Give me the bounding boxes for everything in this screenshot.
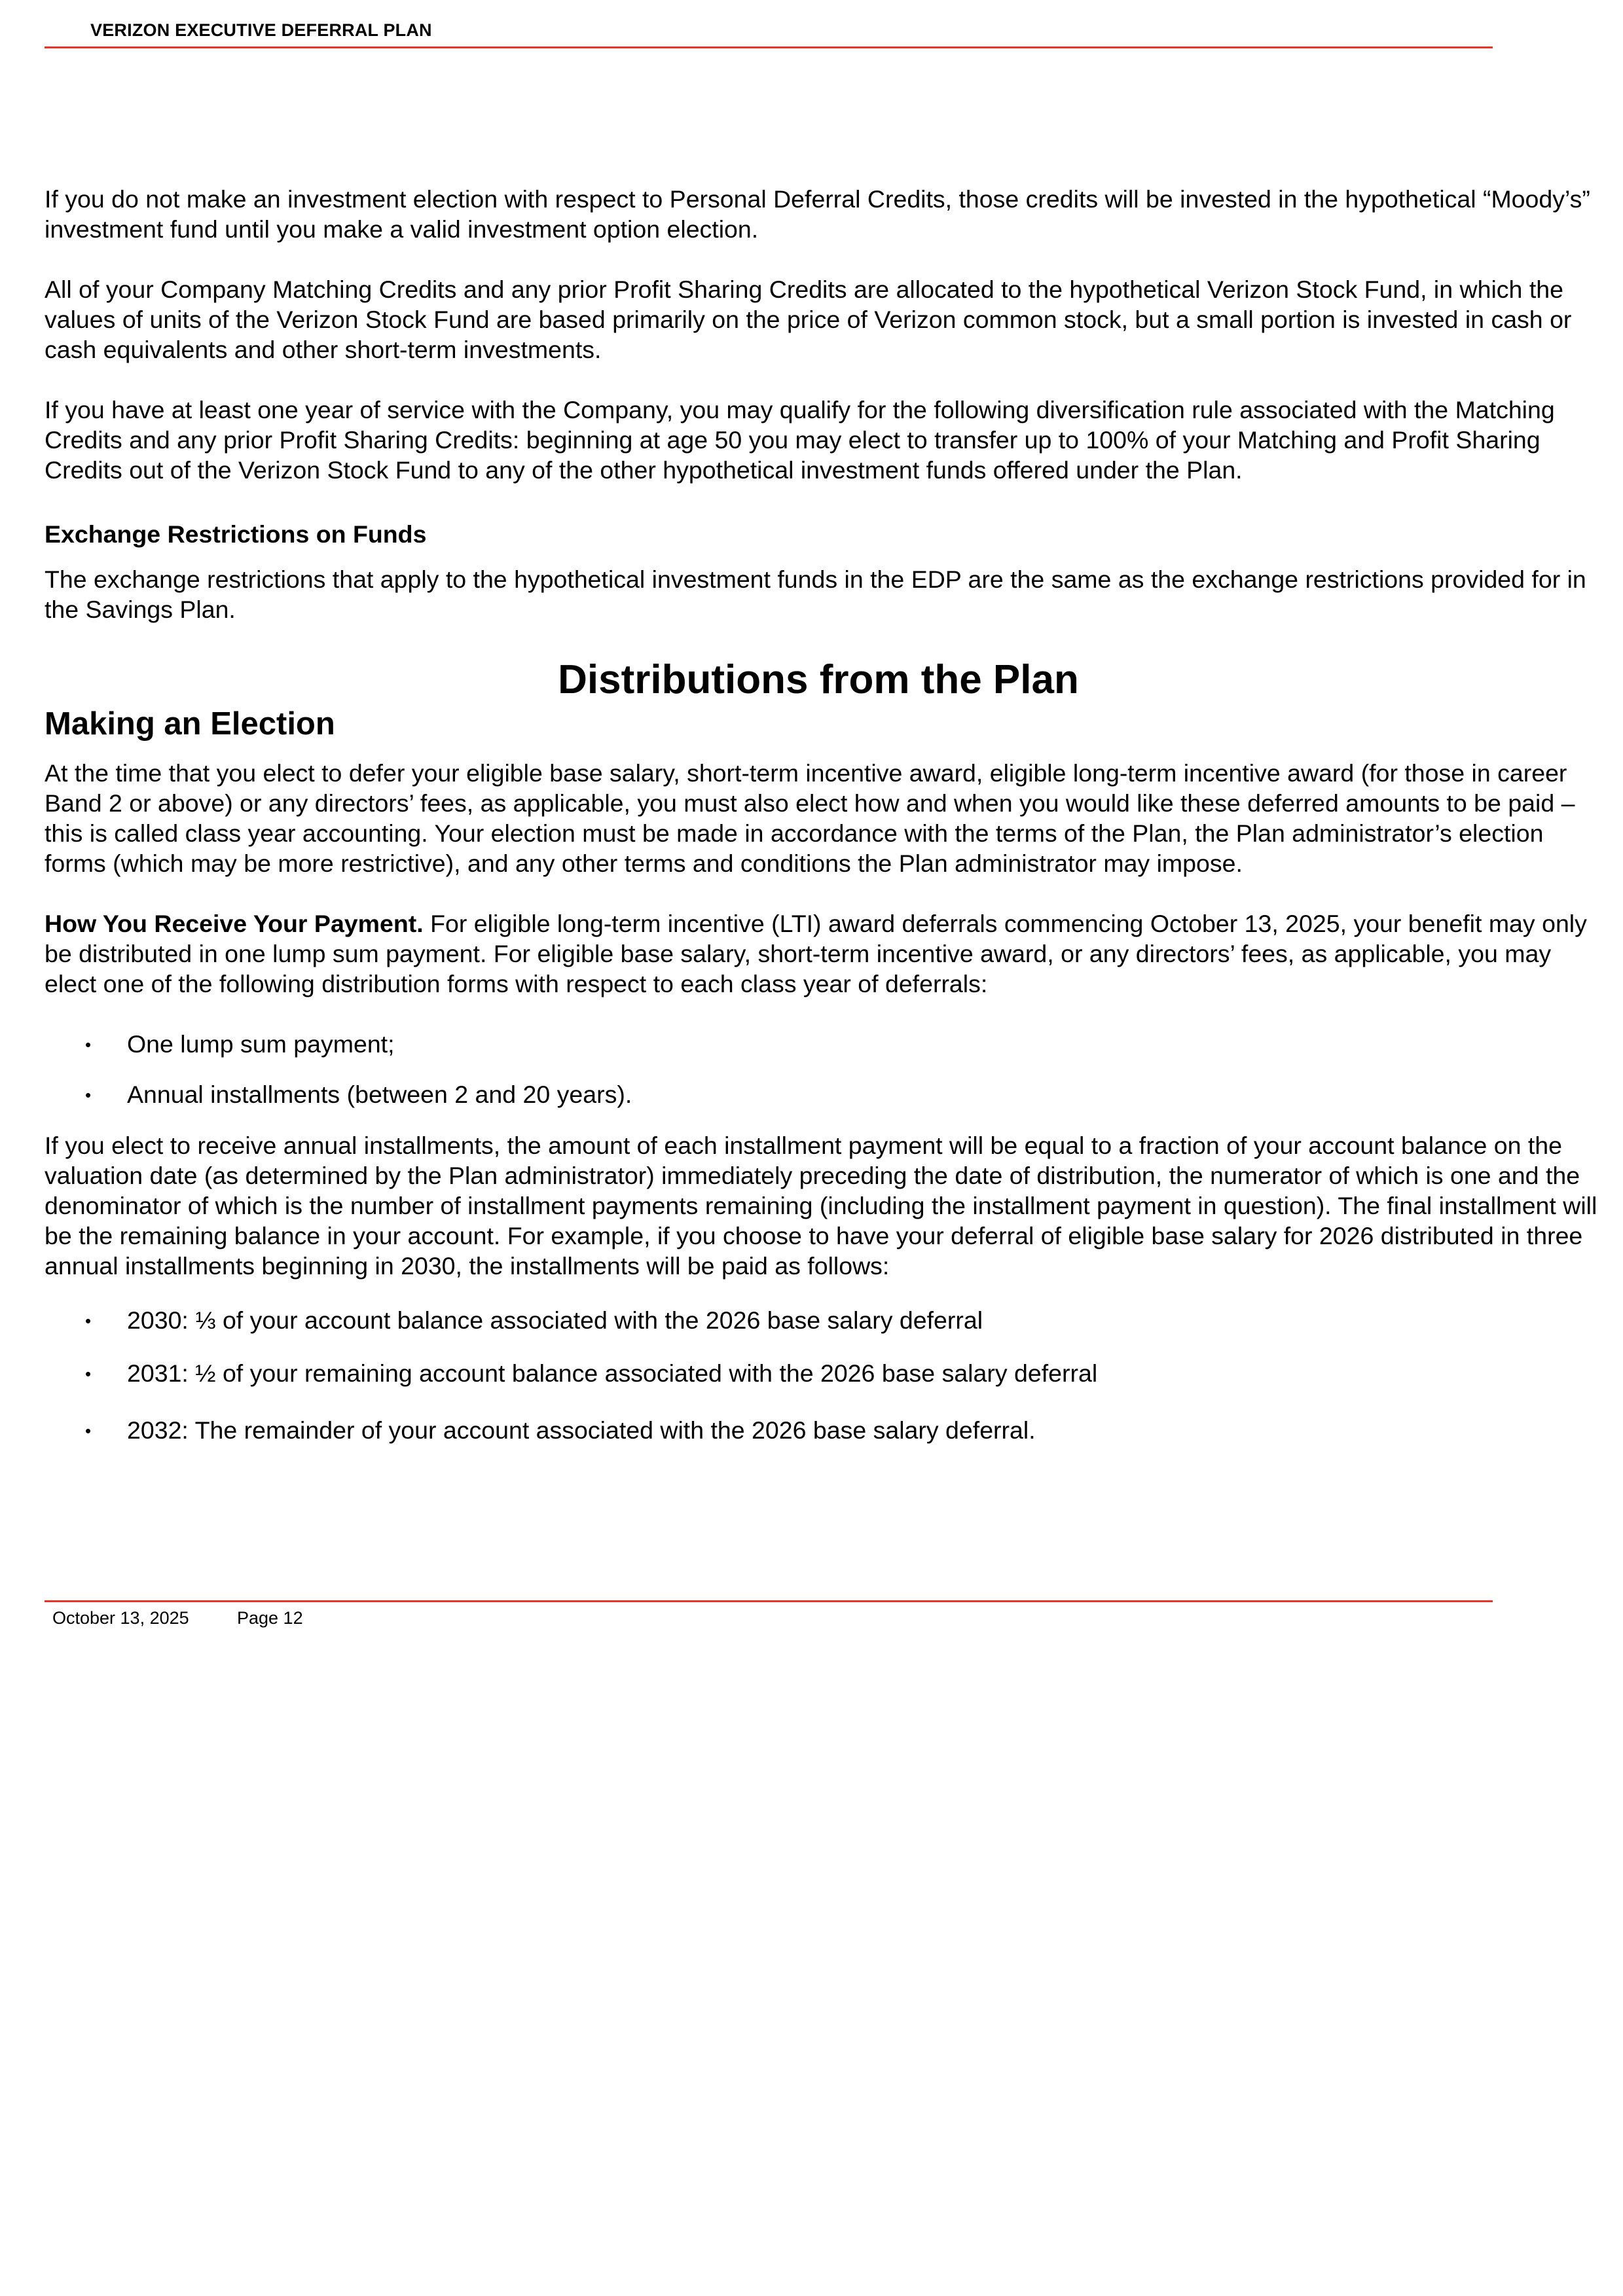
section-title: Distributions from the Plan xyxy=(558,657,1079,702)
paragraph-making-election xyxy=(45,758,1606,878)
making-election-heading: Making an Election xyxy=(45,706,335,742)
paragraph-text: If you have at least one year of service with the Company, you may qualify for the following diversification rule associated with the Matching Credits and any prior Profit Sharing Credits: beginning at age 50 you may elect to transfer up to 100% of your Matching and Profit Sharing Credits out of the Verizon Stock Fund to any of the other hypothetical investment funds offered under the Plan. xyxy=(45,396,1555,484)
paragraph-text: If you do not make an investment election with respect to Personal Deferral Credits, those credits will be invested in the hypothetical “Moody’s” investment fund until you make a valid investment option election. xyxy=(45,185,1590,243)
paragraph-installments xyxy=(45,1130,1606,1281)
paragraph-default-election xyxy=(45,184,1606,244)
bullet-icon: • xyxy=(85,1035,92,1054)
list-item-text: 2030: ⅓ of your account balance associated with the 2026 base salary deferral xyxy=(127,1306,983,1334)
list-item-text: Annual installments (between 2 and 20 years). xyxy=(127,1081,632,1108)
bullet-icon: • xyxy=(85,1311,92,1331)
list-item xyxy=(85,1358,1097,1389)
list-item xyxy=(85,1415,1036,1446)
paragraph-text xyxy=(45,908,1606,999)
paragraph-receive-payment xyxy=(45,908,1606,999)
document-header-title: VERIZON EXECUTIVE DEFERRAL PLAN xyxy=(90,20,432,40)
footer-divider xyxy=(45,1600,1493,1602)
list-item-text: 2032: The remainder of your account associated with the 2026 base salary deferral. xyxy=(127,1416,1036,1444)
paragraph-text: If you elect to receive annual installments, the amount of each installment payment will be equal to a fraction of your account balance on the valuation date (as determined by the Plan administrator) immediately preceding the date of distribution, the numerator of which is one and the denominator of which is the number of installment payments remaining (including the installment payment in question). The final installment will be the remaining balance in your account. For example, if you choose to have your deferral of eligible base salary for 2026 distributed in three annual installments beginning in 2030, the installments will be paid as follows: xyxy=(45,1132,1597,1280)
list-item-text: 2031: ½ of your remaining account balance associated with the 2026 base salary deferral xyxy=(127,1359,1098,1387)
list-item xyxy=(85,1079,632,1110)
paragraph-matching-credits xyxy=(45,274,1606,365)
paragraph-text: At the time that you elect to defer your eligible base salary, short-term incentive award, eligible long-term incentive award (for those in career Band 2 or above) or any directors’ fees, as applicable, you must also elect how and when you would like these deferred amounts to be paid – this is called class year accounting. Your election must be made in accordance with the terms of the Plan, the Plan administrator’s election forms (which may be more restrictive), and any other terms and conditions the Plan administrator may impose. xyxy=(45,759,1575,877)
footer-page-number: Page 12 xyxy=(237,1608,303,1628)
list-item xyxy=(85,1305,983,1336)
header-divider xyxy=(45,46,1493,48)
exchange-restrictions-heading: Exchange Restrictions on Funds xyxy=(45,520,427,548)
footer-date: October 13, 2025 xyxy=(52,1608,189,1628)
bullet-icon: • xyxy=(85,1421,92,1441)
receive-payment-text: For eligible long-term incentive (LTI) award deferrals commencing October 13, 2025, your benefit may only be distributed in one lump sum payment. For eligible base salary, short-term incentive award, or any directors’ fees, as applicable, you may elect one of the following distribution forms with respect to each class year of deferrals: xyxy=(45,910,1587,997)
paragraph-text: The exchange restrictions that apply to the hypothetical investment funds in the EDP are the same as the exchange restrictions provided for in the Savings Plan. xyxy=(45,565,1586,623)
list-item xyxy=(85,1029,395,1060)
bullet-icon: • xyxy=(85,1364,92,1384)
receive-payment-lead: How You Receive Your Payment. xyxy=(45,910,424,937)
list-item-text: One lump sum payment; xyxy=(127,1030,395,1058)
paragraph-text: All of your Company Matching Credits and any prior Profit Sharing Credits are allocated to the hypothetical Verizon Stock Fund, in which the values of units of the Verizon Stock Fund are based primarily on the price of Verizon common stock, but a small portion is invested in cash or cash equivalents and other short-term investments. xyxy=(45,276,1572,363)
paragraph-diversification xyxy=(45,395,1606,485)
paragraph-exchange-restrictions xyxy=(45,564,1606,624)
bullet-icon: • xyxy=(85,1085,92,1105)
